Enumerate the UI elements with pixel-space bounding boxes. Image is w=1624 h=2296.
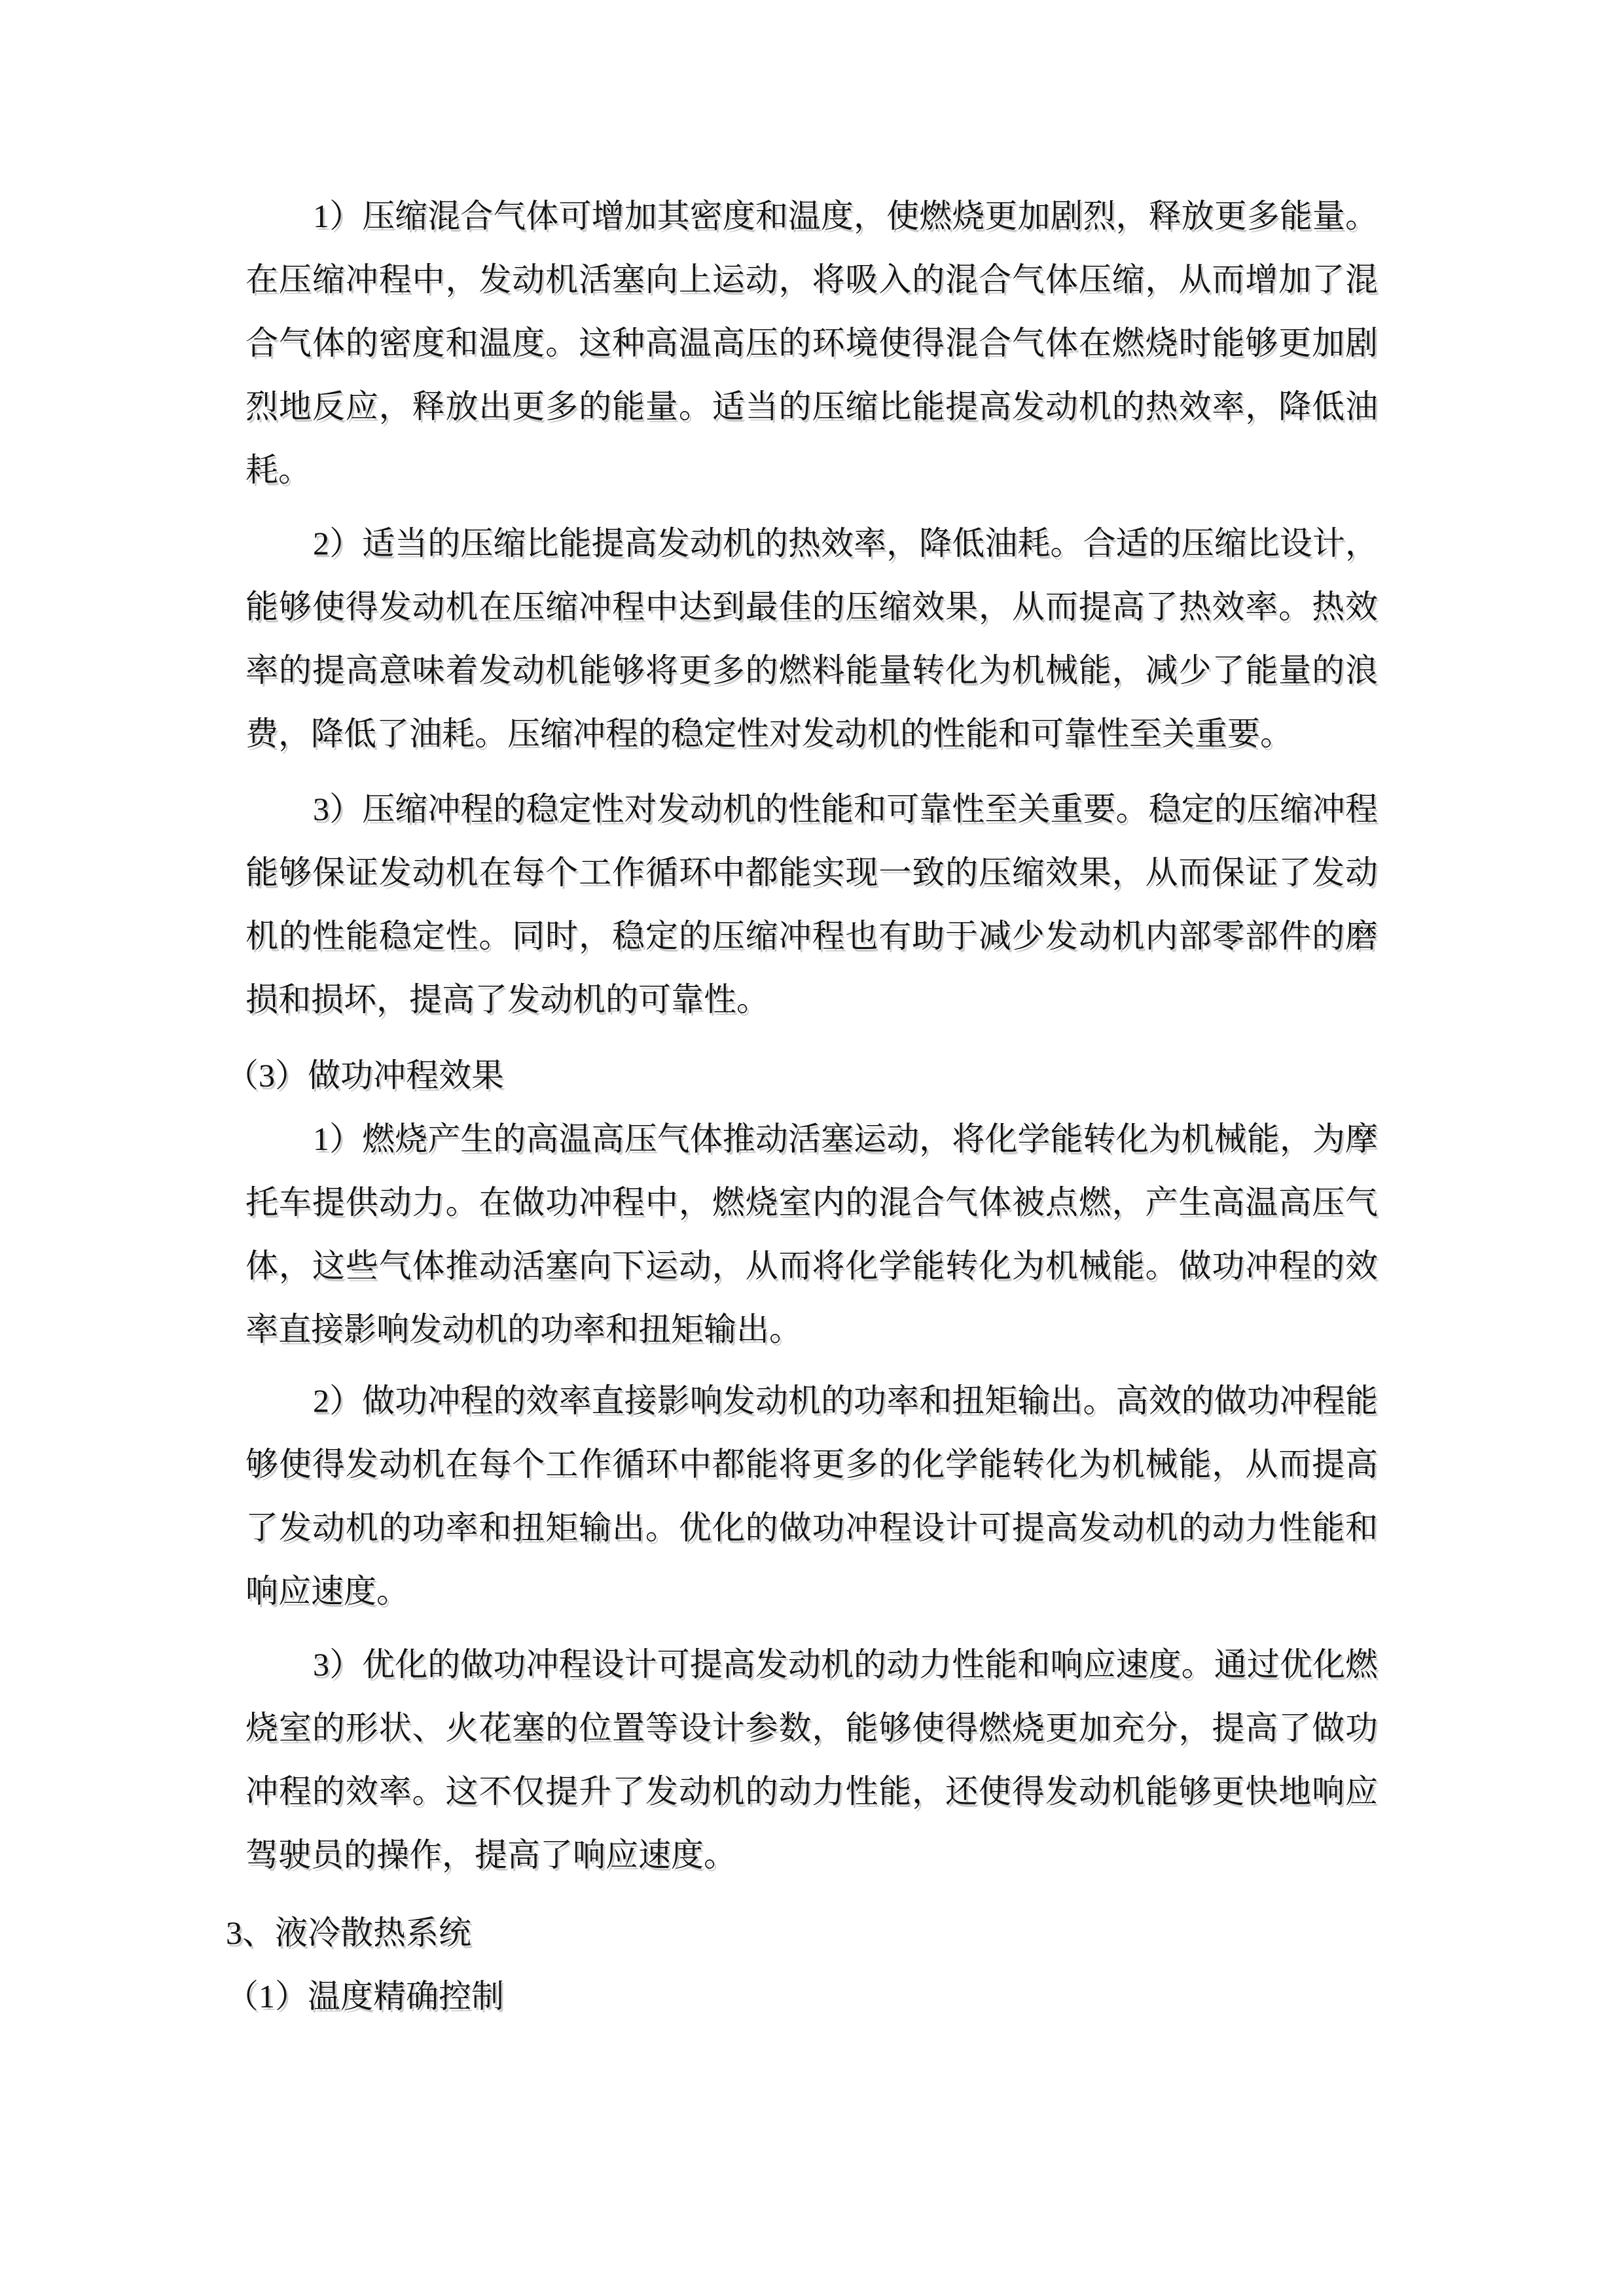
heading-liquid-cooling	[226, 1901, 1378, 1965]
para-power-stroke-energy	[245, 1107, 1378, 1361]
text-line: 能够使得发动机在压缩冲程中达到最佳的压缩效果，从而提高了热效率。热效	[245, 588, 1378, 625]
text-line: 体，这些气体推动活塞向下运动，从而将化学能转化为机械能。做功冲程的效	[245, 1247, 1378, 1284]
document-body	[226, 185, 1378, 2028]
text-line: 烈地反应，释放出更多的能量。适当的压缩比能提高发动机的热效率，降低油	[245, 388, 1378, 425]
text-line: 够使得发动机在每个工作循环中都能将更多的化学能转化为机械能，从而提高	[245, 1446, 1378, 1482]
heading-temperature-control	[226, 1965, 1378, 2028]
text-line: 托车提供动力。在做功冲程中，燃烧室内的混合气体被点燃，产生高温高压气	[245, 1184, 1378, 1221]
text-line: 3）优化的做功冲程设计可提高发动机的动力性能和响应速度。通过优化燃	[313, 1646, 1378, 1683]
text-line: 烧室的形状、火花塞的位置等设计参数，能够使得燃烧更加充分，提高了做功	[245, 1710, 1378, 1746]
text-line: 机的性能稳定性。同时，稳定的压缩冲程也有助于减少发动机内部零部件的磨	[245, 918, 1378, 954]
text-line: 费，降低了油耗。压缩冲程的稳定性对发动机的性能和可靠性至关重要。	[245, 715, 1293, 752]
heading-line: （1）温度精确控制	[226, 1978, 504, 2015]
text-line: 损和损坏，提高了发动机的可靠性。	[245, 981, 769, 1018]
para-compression-density	[245, 185, 1378, 502]
para-compression-ratio	[245, 512, 1378, 766]
para-power-stroke-optimization	[245, 1633, 1378, 1887]
text-line: 能够保证发动机在每个工作循环中都能实现一致的压缩效果，从而保证了发动	[245, 854, 1378, 891]
heading-line: 3、液冷散热系统	[226, 1914, 471, 1951]
text-line: 1）压缩混合气体可增加其密度和温度，使燃烧更加剧烈，释放更多能量。	[313, 198, 1378, 234]
text-line: 1）燃烧产生的高温高压气体推动活塞运动，将化学能转化为机械能，为摩	[313, 1121, 1378, 1157]
heading-power-stroke	[226, 1044, 1378, 1107]
text-line: 率的提高意味着发动机能够将更多的燃料能量转化为机械能，减少了能量的浪	[245, 652, 1378, 689]
text-line: 耗。	[245, 452, 311, 488]
text-line: 3）压缩冲程的稳定性对发动机的性能和可靠性至关重要。稳定的压缩冲程	[313, 791, 1378, 827]
text-line: 率直接影响发动机的功率和扭矩输出。	[245, 1311, 802, 1348]
text-line: 在压缩冲程中，发动机活塞向上运动，将吸入的混合气体压缩，从而增加了混	[245, 261, 1378, 298]
heading-line: （3）做功冲程效果	[226, 1057, 504, 1094]
text-line: 冲程的效率。这不仅提升了发动机的动力性能，还使得发动机能够更快地响应	[245, 1773, 1378, 1810]
text-line: 响应速度。	[245, 1573, 409, 1609]
text-line: 2）适当的压缩比能提高发动机的热效率，降低油耗。合适的压缩比设计，	[313, 525, 1378, 562]
text-line: 2）做功冲程的效率直接影响发动机的功率和扭矩输出。高效的做功冲程能	[313, 1382, 1378, 1419]
text-line: 驾驶员的操作，提高了响应速度。	[245, 1837, 736, 1873]
para-compression-stability	[245, 778, 1378, 1031]
text-line: 了发动机的功率和扭矩输出。优化的做功冲程设计可提高发动机的动力性能和	[245, 1509, 1378, 1546]
para-power-stroke-efficiency	[245, 1369, 1378, 1623]
text-line: 合气体的密度和温度。这种高温高压的环境使得混合气体在燃烧时能够更加剧	[245, 325, 1378, 361]
